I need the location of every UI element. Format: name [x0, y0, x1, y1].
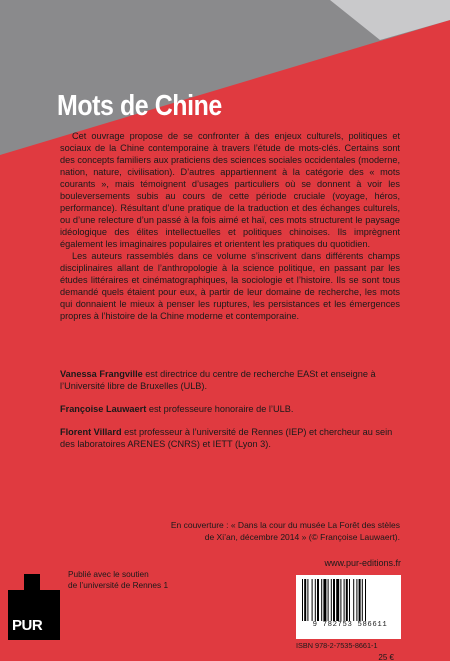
author-description: est professeure honoraire de l’ULB.: [146, 404, 294, 414]
barcode-bars: [302, 579, 395, 621]
description-paragraph-1: Cet ouvrage propose de se confronter à des enjeux culturels, politiques et sociaux de la Chine contemporaine à travers l’étude de mots-clés. Certains sont des concepts familiers aux praticiens des sciences sociales occidentales (moderne, nation, nature, civilisation). D’autres appartiennent à la catégorie des « mots courants », mais témoignent d’usages particuliers où se donnent à voir les bouleversements subis au cours de cette période cruciale (voyage, héros, performance). Résultant d’une pratique de la traduction et des échanges culturels, ou d’une relecture d’un passé à la fois aimé et haï, ces mots structurent le paysage idéologique des élites intellectuelles et politiques chinoises. Ils imprègnent également les imaginaires populaires et orientent les pratiques du quotidien.: [60, 131, 400, 249]
isbn: ISBN 978-2-7535-8661-1: [296, 641, 378, 650]
support-note: [68, 569, 168, 591]
author-description: est professeur à l’université de Rennes (IEP) et chercheur au sein des laboratoires ARENES (CNRS) et IETT (Lyon 3).: [60, 427, 393, 449]
book-title: Mots de Chine: [57, 90, 222, 122]
barcode-bar: [307, 579, 308, 621]
barcode-bar: [321, 579, 322, 621]
support-line-2: de l’université de Rennes 1: [68, 580, 169, 590]
barcode-bar: [346, 579, 348, 621]
barcode-bar: [312, 579, 313, 621]
support-line-1: Publié avec le soutien: [68, 569, 149, 579]
barcode-bar: [333, 579, 335, 621]
barcode-bar: [356, 579, 357, 621]
barcode-bar: [315, 579, 316, 621]
publisher-logo: PUR: [8, 590, 60, 640]
author-bios: [60, 368, 400, 461]
barcode-bar: [302, 579, 303, 621]
barcode-bar: [365, 579, 366, 621]
barcode-bar: [331, 579, 332, 621]
description-paragraph-2: Les auteurs rassemblés dans ce volume s’inscrivent dans différents champs disciplinaires allant de l’anthropologie à la science politique, en passant par les études littéraires et cinématographiques, la sociologie et l’histoire. Ils se sont tous demandé quels étaient pour eux, à partir de leur domaine de recherche, les mots qui donnaient le mieux à penser les ruptures, les persistances et les émergences propres à l’histoire de la Chine moderne et contemporaine.: [60, 251, 400, 321]
cover-credit-line-1: En couverture : « Dans la cour du musée La Forêt des stèles: [170, 520, 400, 530]
description: [60, 130, 400, 322]
author-name: Françoise Lauwaert: [60, 404, 147, 414]
barcode-bar: [362, 579, 363, 621]
barcode-bar: [336, 579, 339, 621]
author-description: est directrice du centre de recherche EASt et enseigne à l’Université libre de Bruxelles (ULB).: [60, 369, 376, 391]
barcode-bar: [323, 579, 326, 621]
barcode-bar: [349, 579, 350, 621]
barcode-bar: [328, 579, 329, 621]
barcode: [296, 575, 401, 639]
price: 25 €: [378, 653, 394, 661]
barcode-bar: [317, 579, 319, 621]
barcode-bar: [359, 579, 361, 621]
barcode-bar: [304, 579, 306, 621]
cover-credit-line-2: de Xi’an, décembre 2014 » (© Françoise Lauwaert).: [204, 531, 400, 542]
cover-credit: [60, 520, 400, 543]
author-bio: [60, 368, 400, 392]
barcode-bar: [344, 579, 345, 621]
barcode-number: 9 782753 586611: [312, 621, 388, 629]
barcode-bar: [340, 579, 341, 621]
author-bio: [60, 426, 400, 450]
author-bio: [60, 403, 400, 415]
author-name: Florent Villard: [60, 427, 122, 437]
publisher-website: www.pur-editions.fr: [324, 558, 401, 568]
author-name: Vanessa Frangville: [60, 369, 143, 379]
barcode-bar: [353, 579, 354, 621]
